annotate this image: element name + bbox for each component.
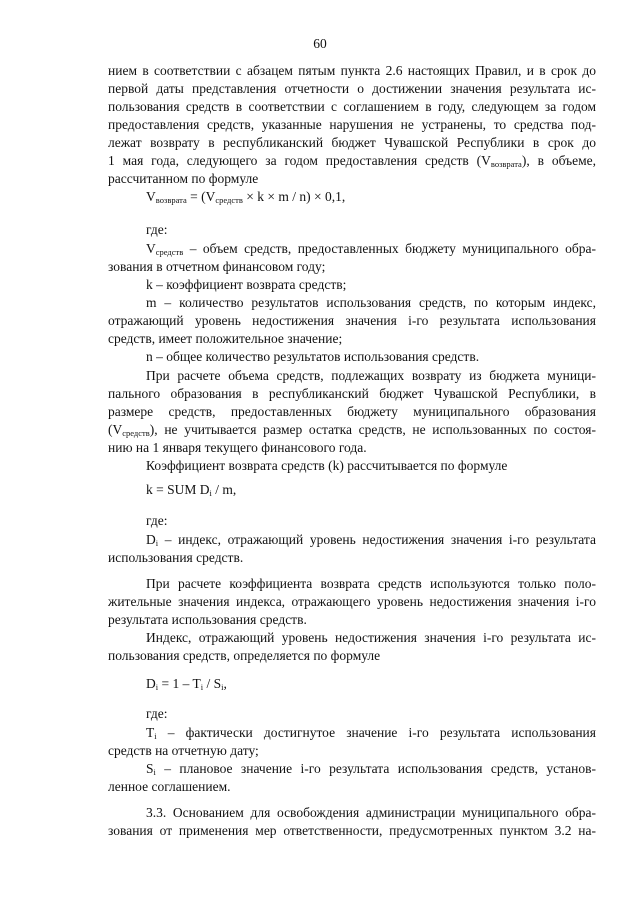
text-line: пользования средств, определяется по формуле — [108, 648, 381, 663]
where-label: где: — [146, 222, 168, 237]
text-line: размере средств, предоставленных бюджету муниципального образования — [108, 404, 596, 419]
text-line: нию на 1 января текущего финансового года. — [108, 440, 367, 455]
definitions-1 — [108, 240, 596, 366]
text-line: m – количество результатов использования средств, по которым индекс, — [146, 295, 596, 310]
text-line: использования средств. — [108, 550, 244, 565]
text-line: зования от применения мер ответственности, предусмотренных пунктом 3.2 на- — [108, 823, 596, 838]
where-label: где: — [146, 513, 168, 528]
paragraph-4 — [108, 804, 596, 840]
text-line: жительные значения индекса, отражающего уровень недостижения значения i-го — [108, 594, 596, 609]
text-line: Индекс, отражающий уровень недостижения значения i-го результата ис- — [146, 630, 596, 645]
text-line: $V_{средств}$ – объем средств, предоставленных бюджету муниципального обра- — [146, 241, 596, 257]
text-line: результата использования средств. — [108, 612, 307, 627]
where-label: где: — [146, 706, 168, 721]
text-line: зования в отчетном финансовом году; — [108, 259, 326, 274]
text-line: При расчете объема средств, подлежащих возврату из бюджета муници- — [146, 368, 596, 383]
paragraph-3 — [108, 575, 596, 665]
definitions-3 — [108, 724, 596, 796]
formula-return-volume: $V_{возврата} = (V_{средств} \times k \times m / n) \times 0,1$, — [146, 189, 346, 205]
text-line: n – общее количество результатов использования средств. — [146, 349, 480, 364]
text-line: При расчете коэффициента возврата средств используются только поло- — [146, 576, 596, 591]
text-line: $S_i$ – плановое значение i-го результата использования средств, установ- — [146, 761, 596, 777]
text-line: предоставления средств, указанные нарушения не устранены, то средства под- — [108, 117, 596, 132]
paragraph-1 — [108, 62, 596, 188]
text-line: ленное соглашением. — [108, 779, 231, 794]
text-line: 3.3. Основанием для освобождения администрации муниципального обра- — [146, 805, 596, 820]
text-line: первой даты представления отчетности о достижении значения результата ис- — [108, 81, 596, 96]
text-line: лежат возврату в республиканский бюджет Чувашской Республики в срок до — [108, 135, 596, 150]
text-line: средств, имеет положительное значение; — [108, 331, 343, 346]
text-line: 1 мая года, следующего за годом предоставления средств $(V_{возврата})$, в объеме, — [108, 153, 596, 169]
formula-return-coefficient: k = SUM $D_i$ / m, — [146, 482, 237, 498]
text-line: пользования средств в соответствии с соглашением в году, следующем за годом — [108, 99, 596, 114]
text-line: $T_i$ – фактически достигнутое значение i-го результата использования — [146, 725, 596, 741]
paragraph-2 — [108, 367, 596, 475]
page-number: 60 — [313, 36, 327, 51]
definitions-2 — [108, 531, 596, 567]
formula-index: $D_i = 1 - T_i / S_i$, — [146, 676, 227, 692]
text-line: средств на отчетную дату; — [108, 743, 259, 758]
text-line: Коэффициент возврата средств (k) рассчитывается по формуле — [146, 458, 508, 473]
text-line: рассчитанном по формуле — [108, 171, 259, 186]
text-line: k – коэффициент возврата средств; — [146, 277, 347, 292]
text-line: пального образования в республиканский бюджет Чувашской Республики, в — [108, 386, 596, 401]
text-line: отражающий уровень недостижения значения i-го результата использования — [108, 313, 596, 328]
text-line: нием в соответствии с абзацем пятым пункта 2.6 настоящих Правил, и в срок до — [108, 63, 596, 78]
text-line: $(V_{средств})$, не учитывается размер остатка средств, не использованных по состоя- — [108, 422, 596, 438]
text-line: $D_i$ – индекс, отражающий уровень недостижения значения i-го результата — [146, 532, 596, 548]
